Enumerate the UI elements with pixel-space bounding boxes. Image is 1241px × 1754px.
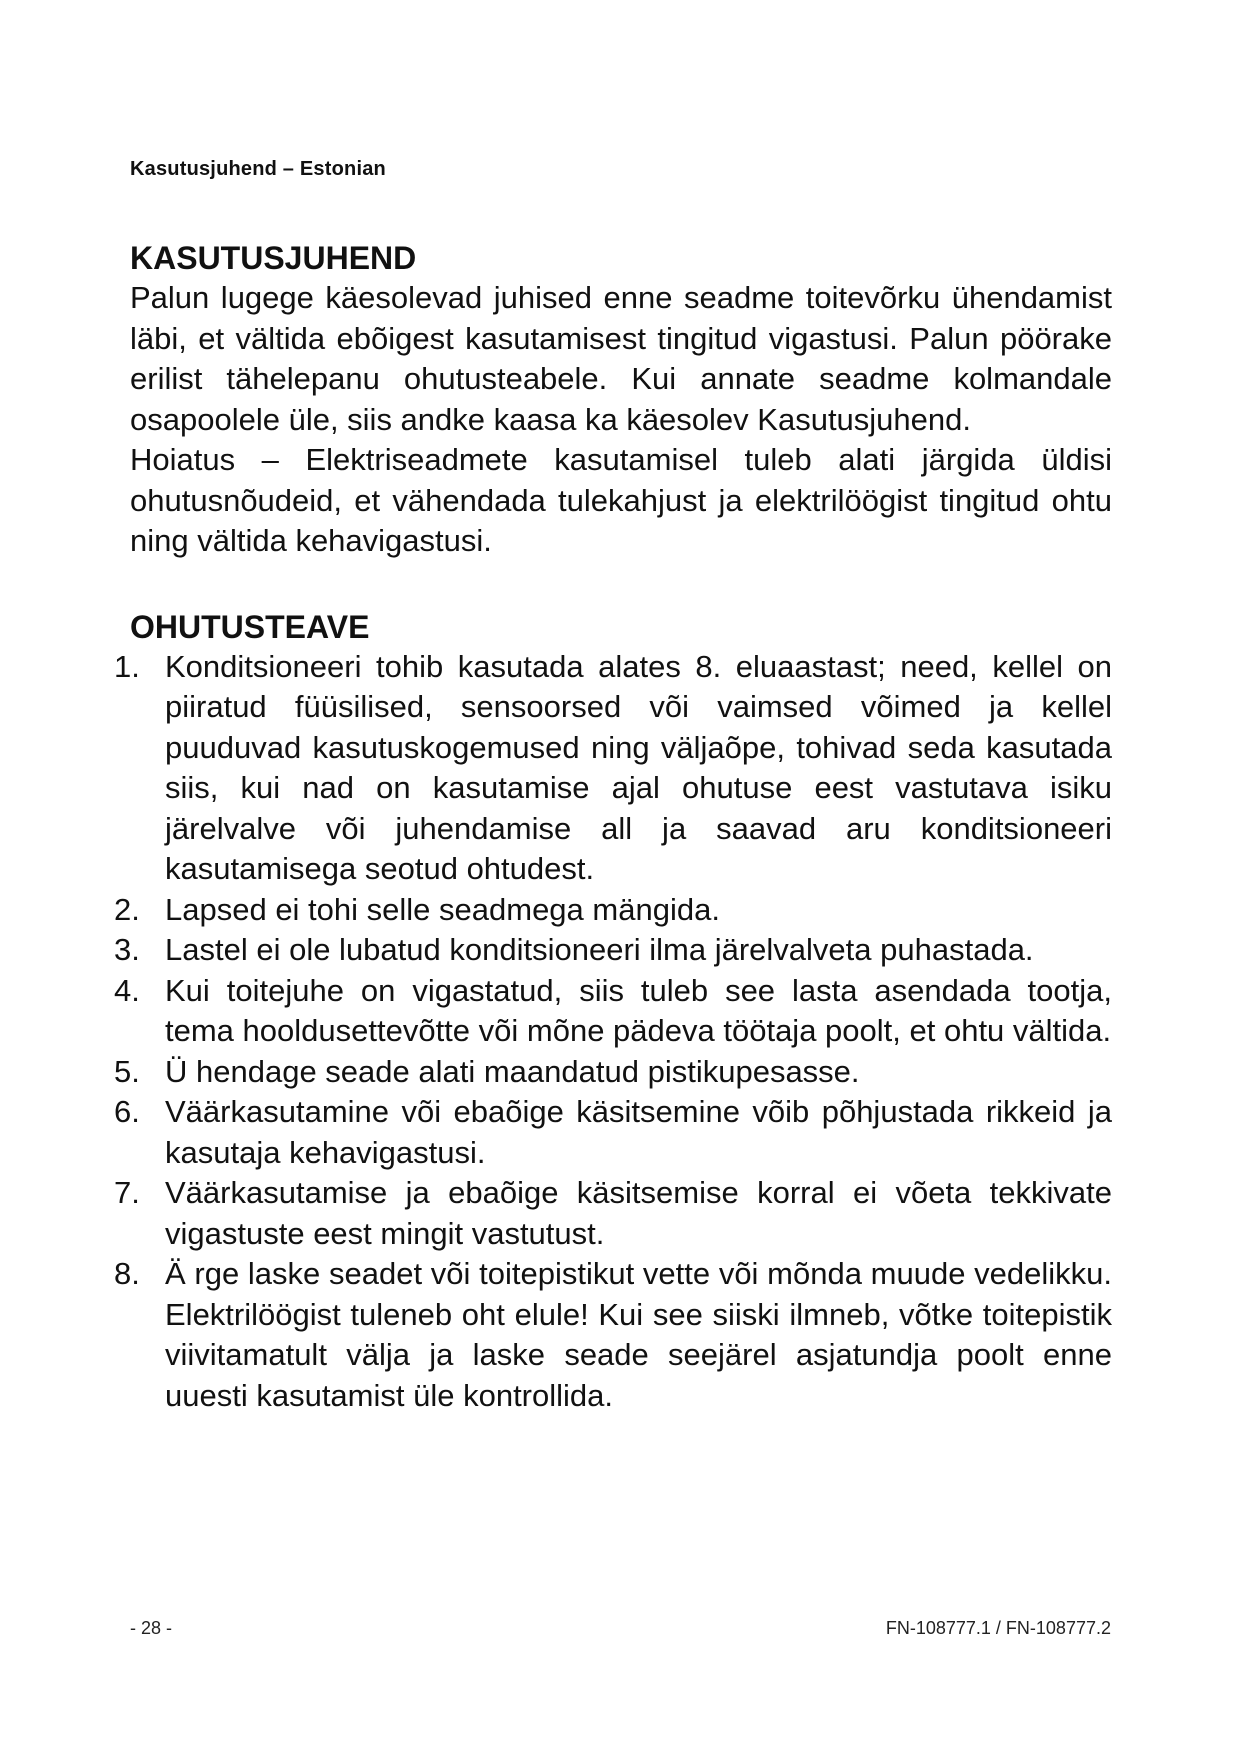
- list-item-number: 4.: [114, 972, 140, 1008]
- list-item: [114, 1173, 1112, 1254]
- list-item-text: Lapsed ei tohi selle seadmega mängida.: [165, 891, 720, 927]
- list-item-number: 5.: [114, 1053, 140, 1089]
- list-item-text: Lastel ei ole lubatud konditsioneeri ilma järelvalveta puhastada.: [165, 932, 1034, 967]
- warning-paragraph: Hoiatus – Elektriseadmete kasutamisel tuleb alati järgida üldisi ohutusnõudeid, et vähendada tulekahjust ja elektrilöögist tingitud ohtu ning vältida kehavigastusi.: [130, 442, 1112, 558]
- list-item-number: 7.: [114, 1175, 140, 1210]
- section-spacer: [130, 562, 1112, 607]
- list-item: [114, 890, 1112, 931]
- document-content: [114, 238, 1112, 1416]
- document-header-label: Kasutusjuhend – Estonian: [130, 158, 386, 180]
- list-item-number: 2.: [114, 891, 140, 927]
- list-item-text: Ä rge laske seadet või toitepistikut vette või mõnda muude vedelikku. Elektrilöögist tuleneb oht elule! Kui see siiski ilmneb, võtke toitepistik viivitamatult välja ja laske seade seejärel asjatundja poolt enne uuesti kasutamist üle kontrollida.: [165, 1256, 1112, 1413]
- list-item: [114, 1052, 1112, 1093]
- list-item-text: Konditsioneeri tohib kasutada alates 8. eluaastast; need, kellel on piiratud füüsilised, sensoorsed või vaimsed võimed ja kellel puuduvad kasutuskogemused ning väljaõpe, tohivad seda kasutada siis, kui nad on kasutamise ajal ohutuse eest vastutava isiku järelvalve või juhendamise all ja saavad aru konditsioneeri kasutamisega seotud ohtudest.: [165, 648, 1112, 886]
- list-item: [114, 1254, 1112, 1416]
- model-number: FN-108777.1 / FN-108777.2: [885, 1618, 1111, 1638]
- list-item-number: 6.: [114, 1094, 140, 1129]
- list-item-number: 1.: [114, 648, 140, 684]
- list-item: [114, 1092, 1112, 1173]
- list-item-text: Kui toitejuhe on vigastatud, siis tuleb see lasta asendada tootja, tema hooldusettevõtte või mõne pädeva töötaja poolt, et ohtu vältida.: [165, 972, 1112, 1048]
- intro-title: KASUTUSJUHEND: [130, 240, 417, 276]
- page-number: - 28 -: [130, 1618, 173, 1638]
- list-item: [114, 971, 1112, 1052]
- list-item-number: 8.: [114, 1256, 140, 1291]
- safety-title: OHUTUSTEAVE: [130, 608, 370, 645]
- safety-list: [114, 647, 1112, 1417]
- list-item-text: Väärkasutamine või ebaõige käsitsemine võib põhjustada rikkeid ja kasutaja kehavigastusi.: [165, 1094, 1112, 1170]
- list-item-text: Ü hendage seade alati maandatud pistikupesasse.: [165, 1053, 860, 1089]
- intro-paragraph: Palun lugege käesolevad juhised enne seadme toitevõrku ühendamist läbi, et vältida ebõigest kasutamisest tingitud vigastusi. Palun pöörake erilist tähelepanu ohutusteabele. Kui annate seadme kolmandale osapoolele üle, siis andke kaasa ka käesolev Kasutusjuhend.: [130, 280, 1112, 437]
- list-item-text: Väärkasutamise ja ebaõige käsitsemise korral ei võeta tekkivate vigastuste eest mingit vastutust.: [165, 1175, 1112, 1251]
- list-item-number: 3.: [114, 932, 140, 967]
- list-item: [114, 930, 1112, 971]
- list-item: [114, 647, 1112, 890]
